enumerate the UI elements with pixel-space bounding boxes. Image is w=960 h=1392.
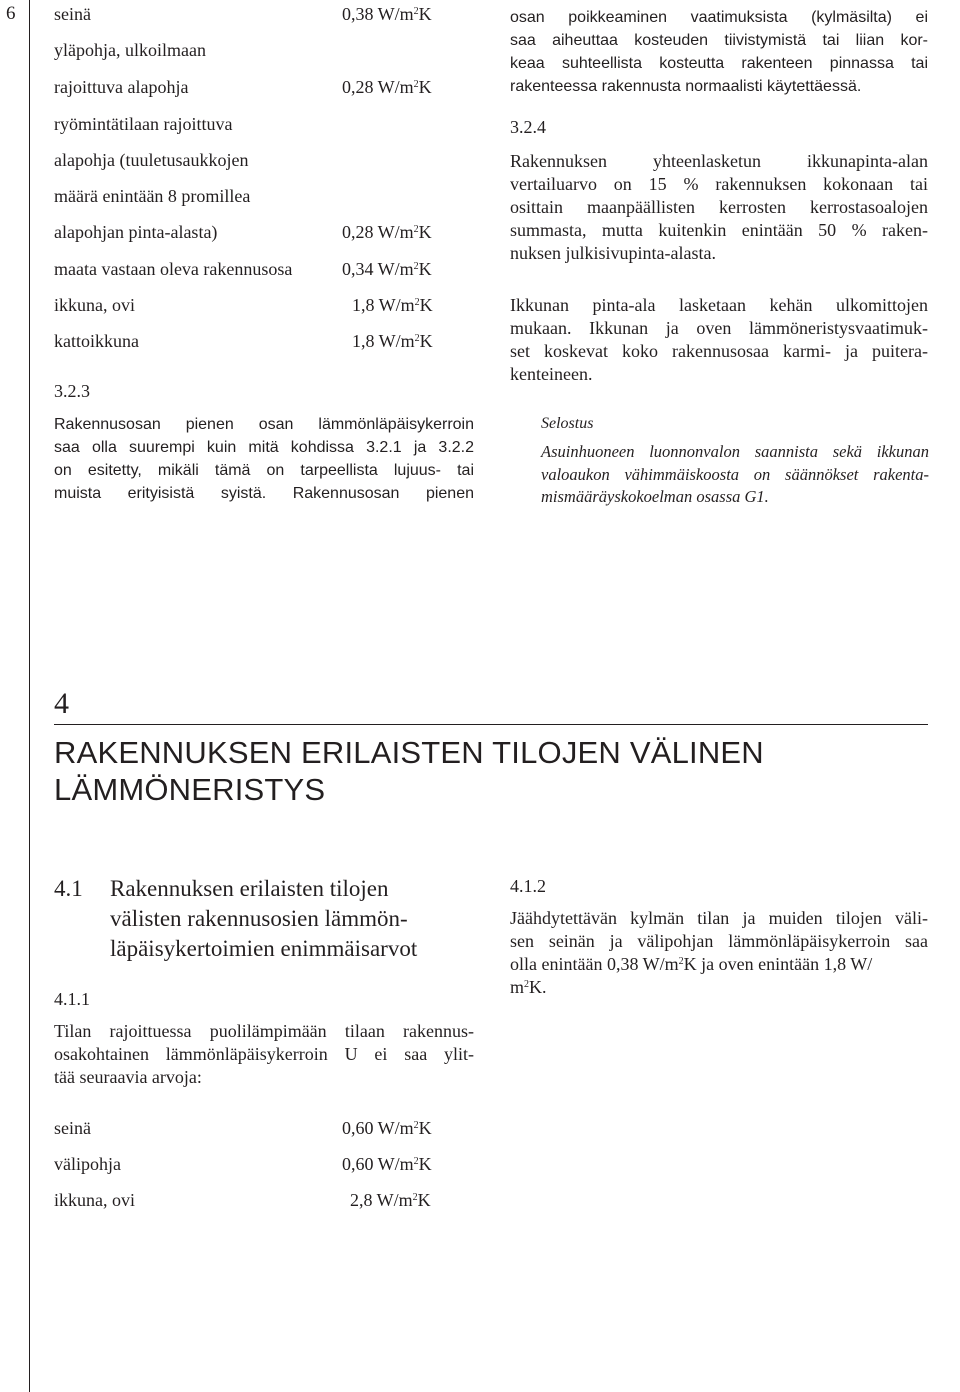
- text-line: Rakennuksen yhteenlasketun ikkunapinta-alan: [510, 151, 928, 171]
- text-line: osakohtainen lämmönläpäisykerroin U ei saa ylit-: [54, 1044, 474, 1064]
- text-line: osittain maanpäällisten kerrosten kerrostasoalojen: [510, 197, 928, 217]
- text-line: Ikkunan pinta-ala lasketaan kehän ulkomittojen: [510, 295, 928, 315]
- table-row: [54, 220, 446, 244]
- text-line: $m^2K$.: [510, 977, 547, 997]
- text-line: sen seinän ja välipohjan lämmönläpäisykerroin saa: [510, 931, 928, 951]
- continuation-text: [510, 6, 928, 98]
- chapter-number: 4: [54, 687, 69, 720]
- selostus-heading: Selostus: [541, 415, 594, 432]
- row-label: alapohja (tuuletusaukkojen: [54, 150, 249, 170]
- section-number-4-1-2: 4.1.2: [510, 876, 546, 896]
- table-row: [54, 1188, 446, 1212]
- row-label: ikkuna, ovi: [54, 1190, 135, 1210]
- section-3-2-4-para-1: [510, 150, 928, 265]
- page-number: 6: [6, 3, 16, 24]
- table-row: [54, 2, 446, 26]
- text-line: saa olla suurempi kuin mitä kohdissa 3.2.1 ja 3.2.2: [54, 439, 474, 456]
- table-row: [54, 184, 446, 208]
- section-number-3-2-3: 3.2.3: [54, 381, 90, 401]
- row-label: määrä enintään 8 promillea: [54, 186, 251, 206]
- table-row: [54, 75, 446, 99]
- text-line: tää seuraavia arvoja:: [54, 1067, 202, 1087]
- table-row: [54, 1152, 446, 1176]
- table-row: [54, 257, 446, 281]
- text-line: summasta, mutta kuitenkin enintään 50 % raken-: [510, 220, 928, 240]
- text-line: keaa suhteellista kosteutta rakenteen pinnassa tai: [510, 55, 928, 72]
- row-value: 0,60 $W/m^2K$: [342, 1154, 432, 1174]
- row-value: 0,34 $W/m^2K$: [342, 259, 432, 279]
- text-line: osan poikkeaminen vaatimuksista (kylmäsilta) ei: [510, 9, 928, 26]
- row-label: seinä: [54, 4, 91, 24]
- section-4-1-2-body: [510, 907, 928, 999]
- row-label: maata vastaan oleva rakennusosa: [54, 259, 293, 279]
- row-value: 1,8 $W/m^2K$: [352, 331, 433, 351]
- row-label: rajoittuva alapohja: [54, 77, 189, 97]
- row-value: 0,28 $W/m^2K$: [342, 77, 432, 97]
- text-line: Jäähdytettävän kylmän tilan ja muiden tilojen väli-: [510, 908, 928, 928]
- text-line: on esitetty, mikäli tämä on tarpeellista lujuus- tai: [54, 462, 474, 479]
- section-number-4-1-1: 4.1.1: [54, 989, 90, 1009]
- text-line: mukaan. Ikkunan ja oven lämmöneristysvaatimuk-: [510, 318, 928, 338]
- text-line: saa aiheuttaa kosteuden tiivistymistä tai liian kor-: [510, 32, 928, 49]
- chapter-title: [54, 734, 764, 808]
- row-value: 0,28 $W/m^2K$: [342, 222, 432, 242]
- section-3-2-4-para-2: [510, 294, 928, 386]
- text-line: Rakennusosan pienen osan lämmönläpäisykerroin: [54, 416, 474, 433]
- row-label: yläpohja, ulkoilmaan: [54, 40, 206, 60]
- row-value: 2,8 $W/m^2K$: [350, 1190, 431, 1210]
- text-line: rakenteessa rakennusta normaalisti käytettäessä.: [510, 78, 862, 95]
- chapter-rule: [54, 724, 928, 725]
- row-value: 0,38 $W/m^2K$: [342, 4, 432, 24]
- section-title-line: Rakennuksen erilaisten tilojen: [110, 876, 389, 901]
- text-line: kenteineen.: [510, 364, 593, 384]
- text-line: nuksen julkisivupinta-alasta.: [510, 243, 716, 263]
- table-row: [54, 112, 446, 136]
- row-label: alapohjan pinta-alasta): [54, 222, 218, 242]
- row-label: ryömintätilaan rajoittuva: [54, 114, 233, 134]
- table-row: [54, 1116, 446, 1140]
- text-line: muista erityisistä syistä. Rakennusosan pienen: [54, 485, 474, 502]
- text-line: Asuinhuoneen luonnonvalon saannista sekä ikkunan: [541, 442, 929, 461]
- table-row: [54, 329, 446, 353]
- text-line: valoaukon vähimmäiskoosta on säännökset rakenta-: [541, 464, 929, 484]
- section-title-line: läpäisykertoimien enimmäisarvot: [110, 936, 418, 961]
- section-number-4-1: 4.1: [54, 876, 83, 901]
- row-label: kattoikkuna: [54, 331, 139, 351]
- table-row: [54, 293, 446, 317]
- text-line: olla enintään 0,38 $W/m^2K$ ja oven enintään 1,8 W/: [510, 954, 873, 974]
- row-label: välipohja: [54, 1154, 121, 1174]
- row-value: 0,60 $W/m^2K$: [342, 1118, 432, 1138]
- row-label: ikkuna, ovi: [54, 295, 135, 315]
- text-line: vertailuarvo on 15 % rakennuksen kokonaan tai: [510, 174, 928, 194]
- table-row: [54, 148, 446, 172]
- section-title-4-1: [110, 874, 490, 964]
- section-4-1-1-body: [54, 1020, 474, 1089]
- section-title-line: välisten rakennusosien lämmön-: [110, 906, 408, 931]
- row-label: seinä: [54, 1118, 91, 1138]
- section-3-2-3-body: [54, 413, 474, 505]
- page-margin-rule: [29, 0, 30, 1392]
- chapter-title-line: RAKENNUKSEN ERILAISTEN TILOJEN VÄLINEN: [54, 735, 764, 770]
- section-number-3-2-4: 3.2.4: [510, 117, 546, 137]
- table-row: [54, 38, 446, 62]
- text-line: Tilan rajoittuessa puolilämpimään tilaan rakennus-: [54, 1021, 474, 1041]
- text-line: set koskevat koko rakennusosaa karmi- ja puitera-: [510, 341, 928, 361]
- row-value: 1,8 $W/m^2K$: [352, 295, 433, 315]
- text-line: mismääräyskokoelman osassa G1.: [541, 487, 769, 506]
- selostus-body: [541, 441, 929, 509]
- chapter-title-line: LÄMMÖNERISTYS: [54, 772, 326, 807]
